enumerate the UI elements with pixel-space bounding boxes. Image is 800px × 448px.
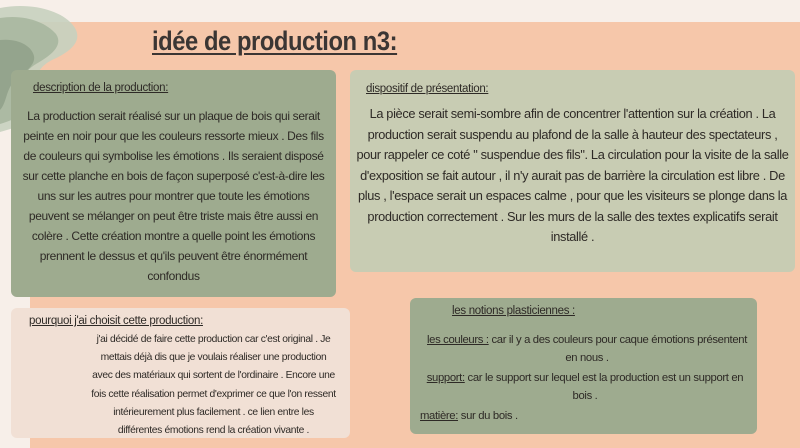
notion-item [420,407,518,425]
presentation-card [350,70,795,272]
notion-label: support: [426,372,465,384]
description-text: La production serait réalisé sur un plaque de bois qui serait peinte en noir pour que les couleurs ressorte mieux . Des fils de couleurs qui symbolise les émotions . Ils seraient disposé sur cette planche en bois de façon superposé c'est-à-dire les uns sur les autres pour montrer que toute les émotions peuvent se mélanger on peut être triste mais être aussi en colère . Cette création montre a quelle point les émotions prennent le dessus et qu'ils peuvent être énormément confondus [22,109,325,283]
notion-text: car il y a des couleurs pour caque émotions présentent en nous . [488,334,747,364]
description-card [11,70,336,297]
notion-item [420,369,750,405]
notion-label: les couleurs : [427,334,489,346]
notions-heading: les notions plasticiennes : [452,305,575,317]
notions-card [410,298,757,434]
presentation-heading: dispositif de présentation: [366,83,489,95]
page-title: idée de production n3: [152,26,398,56]
notion-item [422,331,752,367]
why-card [11,308,350,438]
notion-text: car le support sur lequel est la production est un support en bois . [464,372,744,402]
why-text: j'ai décidé de faire cette production car c'est original . Je mettais déjà dis que je voulais réaliser une production avec des matériaux qui sortent de l'ordinaire . Encore une fois cette réalisation permet d'exprimer ce que l'on ressent intérieurement plus facilement . ce lien entre les différentes émotions rend la création vivante . [91,334,336,437]
notion-text: sur du bois . [458,410,518,422]
notion-label: matière: [420,410,459,422]
why-heading: pourquoi j'ai choisit cette production: [29,315,203,327]
presentation-text: La pièce serait semi-sombre afin de concentrer l'attention sur la création . La production serait suspendu au plafond de la salle à hauteur des spectateurs , pour rappeler ce coté " suspendue des fils". La circulation pour la visite de la salle d'exposition se fait autour , il n'y aurait pas de barrière la circulation est libre . De plus , l'espace serait un espaces calme , pour que les visiteurs se plonge dans la production correctement . Sur les murs de la salle des textes explicatifs serait installé . [356,106,789,244]
description-heading: description de la production: [33,82,169,94]
